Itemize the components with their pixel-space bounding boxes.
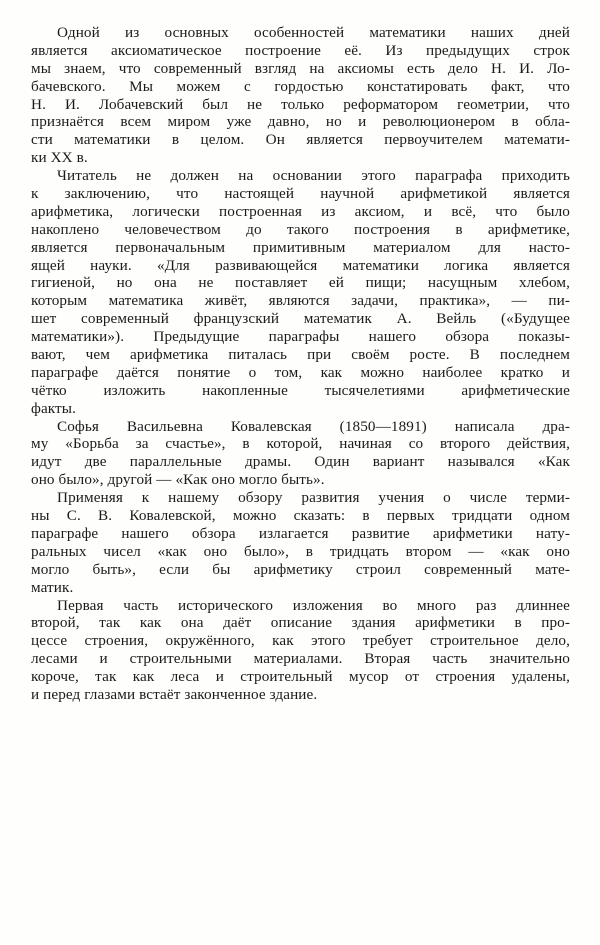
text-line: Первая часть исторического изложения во много раз длиннее	[57, 596, 570, 614]
text-line: чётко изложить накопленные тысячелетиями арифметические	[31, 381, 570, 399]
text-line: могло быть», если бы арифметику строил современный мате-	[31, 560, 570, 578]
text-line: цессе строения, окружённого, как этого требует строительное дело,	[31, 632, 570, 650]
text-line: Одной из основных особенностей математики наших дней	[57, 24, 570, 41]
text-line: которым математика живёт, являются задачи, практика», — пи-	[31, 292, 570, 310]
text-line: признаётся всем миром уже давно, но и революционером в обла-	[31, 113, 570, 131]
text-line: является аксиоматическое построение её. Из предыдущих строк	[31, 41, 570, 59]
text-line: Н. И. Лобачевский был не только реформатором геометрии, что	[31, 95, 570, 113]
text-line: параграфе даётся понятие о том, как можно наиболее кратко и	[31, 363, 570, 381]
text-line: Читатель не должен на основании этого параграфа приходить	[57, 167, 570, 185]
text-line: матик.	[31, 578, 74, 596]
text-line: Софья Васильевна Ковалевская (1850—1891) написала дра-	[57, 417, 570, 435]
text-line: бачевского. Мы можем с гордостью констатировать факт, что	[31, 77, 570, 95]
text-line: арифметика, логически построенная из аксиом, и всё, что было	[31, 202, 570, 220]
text-line: является первоначальным примитивным материалом для насто-	[31, 238, 570, 256]
text-line: шет современный французский математик А. Вейль («Будущее	[31, 310, 570, 328]
text-line: параграфе нашего обзора излагается развитие арифметики нату-	[31, 524, 570, 542]
text-line: второй, так как она даёт описание здания арифметики в про-	[31, 614, 570, 632]
text-line: накоплено человечеством до такого построения в арифметике,	[31, 220, 570, 238]
text-line: ящей науки. «Для развивающейся математики логика является	[31, 256, 570, 274]
text-line: оно было», другой — «Как оно могло быть».	[31, 471, 325, 489]
text-line: идут две параллельные драмы. Один вариант назывался «Как	[31, 453, 570, 471]
text-line: мы знаем, что современный взгляд на аксиомы есть дело Н. И. Ло-	[31, 59, 570, 77]
text-line: ральных чисел «как оно было», в тридцать втором — «как оно	[31, 542, 570, 560]
text-line: му «Борьба за счастье», в которой, начиная со второго действия,	[31, 435, 570, 453]
text-line: гигиеной, но она не поставляет ей пищи; насущным хлебом,	[31, 274, 570, 292]
text-line: сти математики в целом. Он является первоучителем математи-	[31, 131, 570, 149]
text-block	[31, 24, 570, 704]
text-line: ки XX в.	[31, 149, 88, 167]
text-line: математики»). Предыдущие параграфы нашего обзора показы-	[31, 328, 570, 346]
text-line: Применяя к нашему обзору развития учения о числе терми-	[57, 489, 570, 507]
text-line: вают, чем арифметика питалась при своём росте. В последнем	[31, 346, 570, 364]
text-line: короче, так как леса и строительный мусор от строения удалены,	[31, 668, 570, 686]
text-line: лесами и строительными материалами. Вторая часть значительно	[31, 650, 570, 668]
text-line: к заключению, что настоящей научной арифметикой является	[31, 185, 570, 203]
text-line: ны С. В. Ковалевской, можно сказать: в первых тридцати одном	[31, 507, 570, 525]
text-line: факты.	[31, 399, 76, 417]
text-line: и перед глазами встаёт законченное здание.	[31, 685, 318, 703]
